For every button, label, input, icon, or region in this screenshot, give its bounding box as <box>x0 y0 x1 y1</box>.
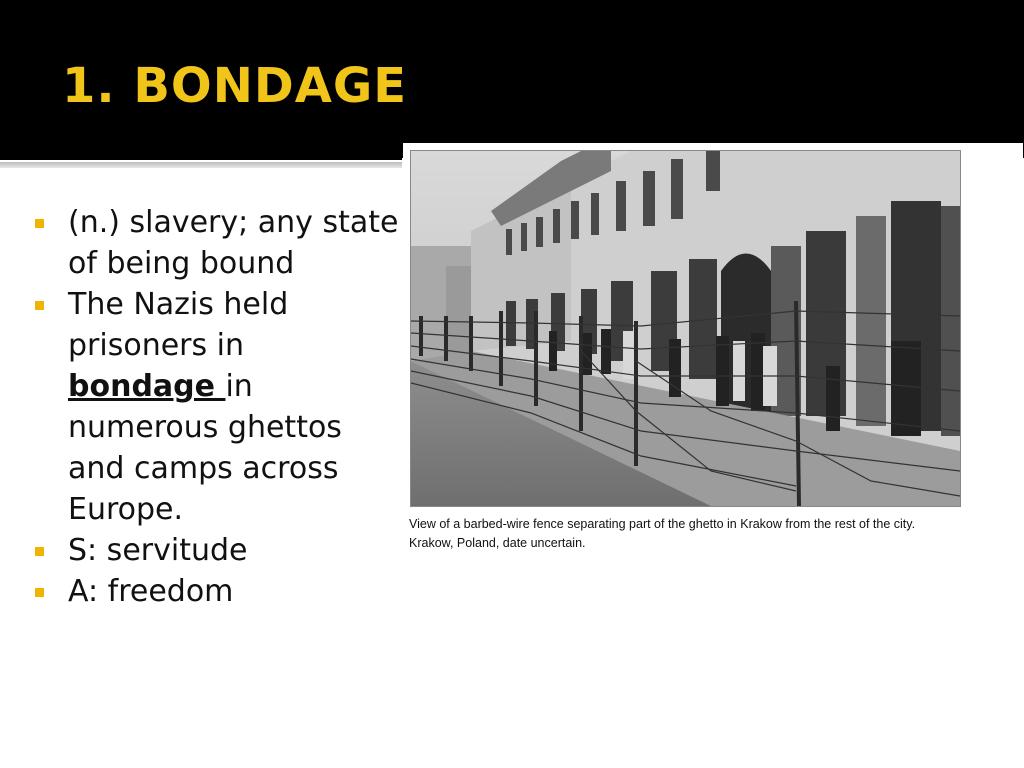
bullet-marker-icon <box>35 588 44 597</box>
bullet-definition <box>30 202 400 284</box>
ghetto-fence-photo <box>410 150 961 507</box>
title-divider <box>0 158 402 168</box>
bullet-text: The Nazis held prisoners in <box>68 287 289 363</box>
bullet-emphasis-word: bondage <box>68 369 226 404</box>
bullet-antonym <box>30 571 400 612</box>
bullet-synonym <box>30 530 400 571</box>
slide-title: 1. BONDAGE <box>62 58 408 114</box>
caption-line: Krakow, Poland, date uncertain. <box>409 536 586 550</box>
bullet-list <box>30 202 400 612</box>
bullet-marker-icon <box>35 301 44 310</box>
bullet-text: (n.) slavery; any state of being bound <box>68 205 399 281</box>
bullet-marker-icon <box>35 219 44 228</box>
bullet-text: in numerous ghettos and camps across Europe. <box>68 369 342 527</box>
caption-line: View of a barbed-wire fence separating part of the ghetto in Krakow from the rest of the city. <box>409 517 916 531</box>
bullet-text: A: freedom <box>68 574 234 609</box>
bullet-text: S: servitude <box>68 533 248 568</box>
photo-caption <box>409 515 1019 553</box>
bullet-example <box>30 284 400 530</box>
bullet-marker-icon <box>35 547 44 556</box>
